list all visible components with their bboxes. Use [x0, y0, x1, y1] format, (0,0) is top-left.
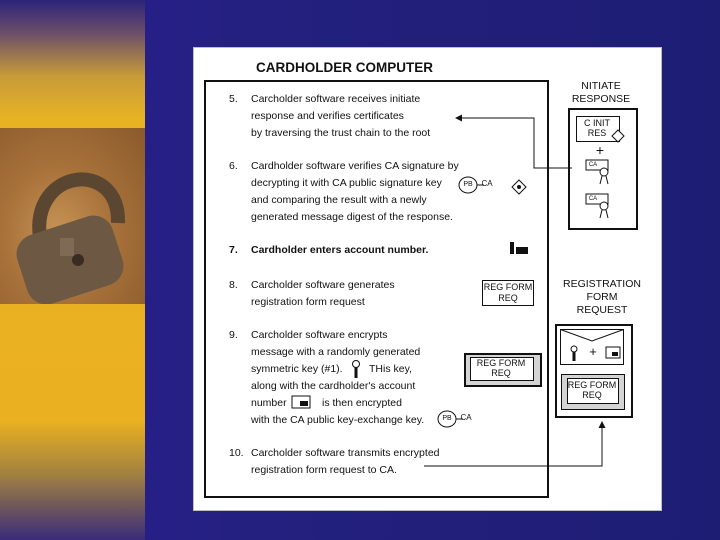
- step-text: generated message digest of the response.: [251, 211, 453, 223]
- step-text: Cardholder enters account number.: [251, 244, 429, 256]
- cinit-res-label: RES: [587, 128, 607, 138]
- step-text: decrypting it with CA public signature key: [251, 177, 442, 189]
- step-text: is then encrypted: [322, 397, 402, 409]
- step-number: 5.: [229, 93, 238, 105]
- reg-form-req-label: REG FORM: [476, 358, 526, 368]
- open-padlock-icon: [0, 128, 145, 304]
- step-text: along with the cardholder's account: [251, 380, 416, 392]
- step-text: Carcholder software encrypts: [251, 329, 388, 341]
- step-text: THis key,: [369, 363, 412, 375]
- initiate-response-title: NITIATE: [581, 80, 621, 92]
- reg-form-req-label: REQ: [582, 390, 602, 400]
- reg-form-req-label: REQ: [498, 293, 518, 303]
- step-text: number: [251, 397, 287, 409]
- padlock-photo: [0, 128, 145, 304]
- reg-form-req-label: REQ: [491, 368, 511, 378]
- step-text: with the CA public key-exchange key.: [251, 414, 425, 426]
- certificate-icon: CA: [586, 194, 616, 222]
- reg-form-req-label: REG FORM: [483, 282, 533, 292]
- step-number: 8.: [229, 279, 238, 291]
- registration-request-title: REGISTRATION: [563, 278, 641, 290]
- step-text: registration form request to CA.: [251, 464, 397, 476]
- page-title: CARDHOLDER COMPUTER: [256, 60, 433, 75]
- step-text: response and verifies certificates: [251, 110, 404, 122]
- step-text: message with a randomly generated: [251, 346, 421, 358]
- reg-form-req-label: REG FORM: [567, 380, 617, 390]
- plus-sign: +: [595, 142, 605, 158]
- step-text: Carcholder software generates: [251, 279, 395, 291]
- step-text: symmetric key (#1).: [251, 363, 343, 375]
- registration-request-title: FORM: [586, 291, 618, 303]
- step-text: registration form request: [251, 296, 365, 308]
- step-number: 10.: [229, 447, 244, 459]
- step-number: 9.: [229, 329, 238, 341]
- envelope-icon: +: [560, 329, 624, 365]
- step-text: and comparing the result with a newly: [251, 194, 427, 206]
- pb-ca-key-badge: PB CA: [458, 176, 494, 194]
- step-number: 6.: [229, 160, 238, 172]
- connector-arrows: [194, 48, 661, 510]
- certificate-icon: CA: [586, 160, 616, 188]
- step-text: Carcholder software transmits encrypted: [251, 447, 440, 459]
- step-text: Cardholder software verifies CA signature by: [251, 160, 459, 172]
- step-text: by traversing the trust chain to the root: [251, 127, 431, 139]
- step-text: Carcholder software receives initiate: [251, 93, 421, 105]
- pb-ca-key-badge: PB CA: [437, 410, 473, 428]
- step-number: 7.: [229, 244, 238, 256]
- initiate-response-title: RESPONSE: [571, 93, 631, 105]
- diagram-slide: [193, 47, 662, 511]
- registration-request-title: REQUEST: [576, 304, 628, 316]
- cinit-res-label: C INIT: [584, 118, 610, 128]
